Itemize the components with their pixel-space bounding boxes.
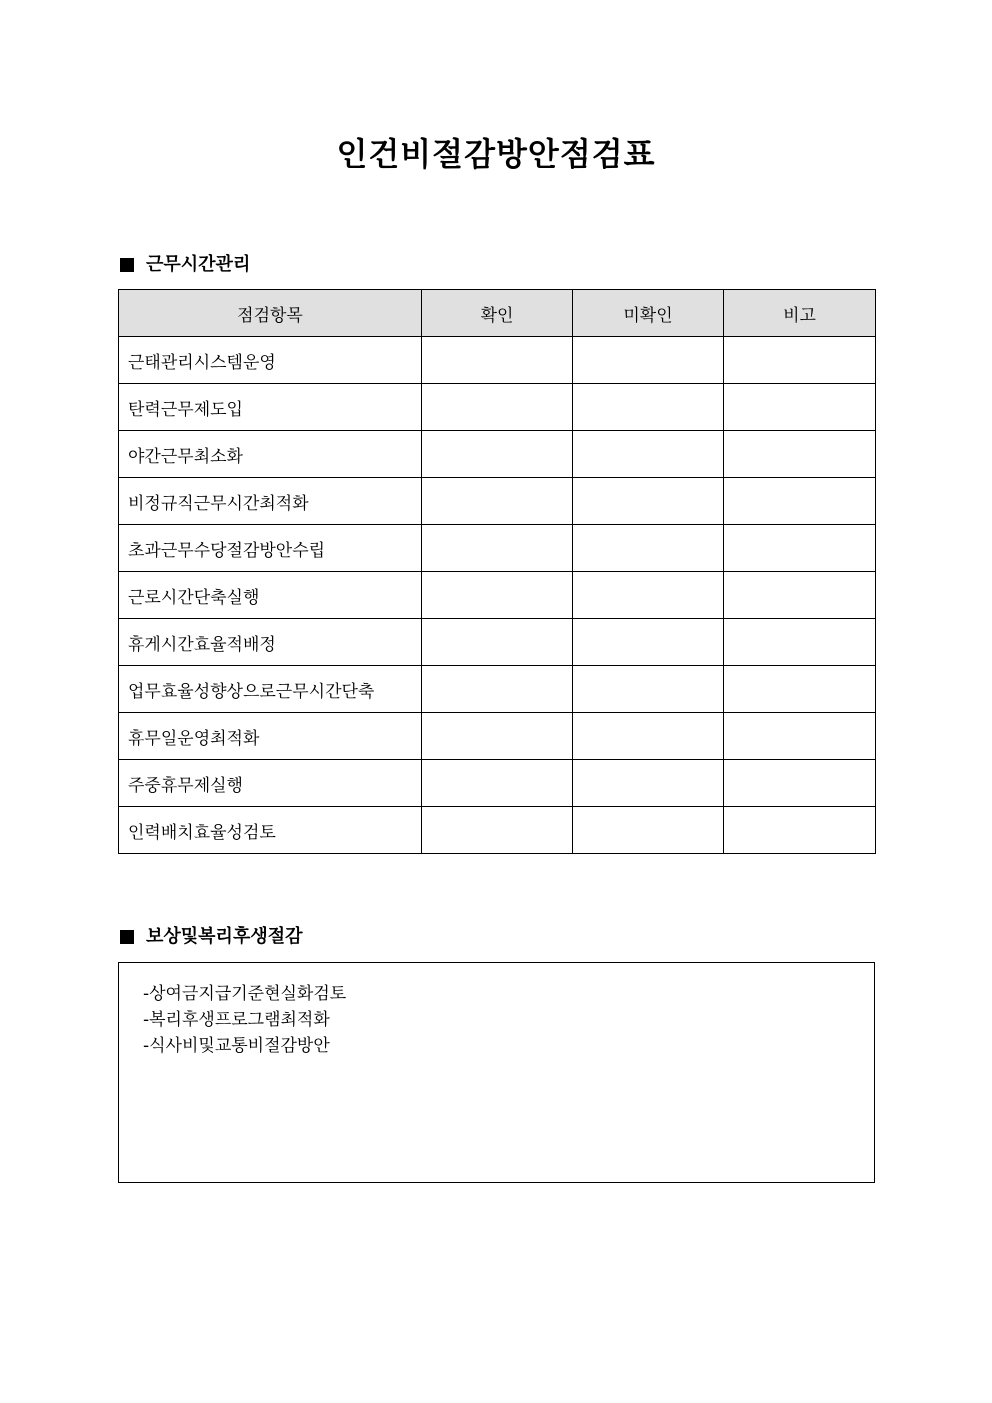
column-header-note: 비고: [724, 290, 876, 337]
note-cell[interactable]: [724, 384, 876, 431]
section-heading-benefits: [120, 925, 303, 949]
unconfirmed-cell[interactable]: [573, 807, 724, 854]
checklist-item-cell: 휴게시간효율적배정: [119, 619, 422, 666]
table-header-row: [119, 290, 876, 337]
table-row: [119, 619, 876, 666]
note-cell[interactable]: [724, 337, 876, 384]
confirmed-cell[interactable]: [422, 572, 573, 619]
note-cell[interactable]: [724, 572, 876, 619]
checklist-item-cell: 인력배치효율성검토: [119, 807, 422, 854]
confirmed-cell[interactable]: [422, 525, 573, 572]
column-header-unconfirmed: 미확인: [573, 290, 724, 337]
table-row: [119, 572, 876, 619]
unconfirmed-cell[interactable]: [573, 666, 724, 713]
document-title: 인건비절감방안점검표: [336, 135, 656, 173]
table-row: [119, 713, 876, 760]
table-row: [119, 431, 876, 478]
unconfirmed-cell[interactable]: [573, 337, 724, 384]
section-heading-label: 근무시간관리: [146, 254, 251, 275]
black-square-icon: [120, 930, 134, 944]
note-cell[interactable]: [724, 666, 876, 713]
table-row: [119, 384, 876, 431]
table-row: [119, 478, 876, 525]
confirmed-cell[interactable]: [422, 384, 573, 431]
confirmed-cell[interactable]: [422, 431, 573, 478]
confirmed-cell[interactable]: [422, 760, 573, 807]
checklist-item-cell: 근태관리시스템운영: [119, 337, 422, 384]
unconfirmed-cell[interactable]: [573, 713, 724, 760]
checklist-item-cell: 근로시간단축실행: [119, 572, 422, 619]
confirmed-cell[interactable]: [422, 713, 573, 760]
confirmed-cell[interactable]: [422, 807, 573, 854]
table-row: [119, 760, 876, 807]
notes-box: [118, 962, 875, 1183]
note-cell[interactable]: [724, 525, 876, 572]
table-row: [119, 337, 876, 384]
confirmed-cell[interactable]: [422, 337, 573, 384]
checklist-table: [118, 289, 876, 854]
checklist-item-cell: 주중휴무제실행: [119, 760, 422, 807]
table-row: [119, 525, 876, 572]
note-line: -식사비및교통비절감방안: [143, 1036, 330, 1056]
note-line: -복리후생프로그램최적화: [143, 1010, 330, 1030]
table-row: [119, 666, 876, 713]
note-cell[interactable]: [724, 760, 876, 807]
note-cell[interactable]: [724, 478, 876, 525]
checklist-item-cell: 휴무일운영최적화: [119, 713, 422, 760]
unconfirmed-cell[interactable]: [573, 431, 724, 478]
section-heading-label: 보상및복리후생절감: [146, 926, 303, 947]
column-header-confirmed: 확인: [422, 290, 573, 337]
column-header-item: 점검항목: [119, 290, 422, 337]
unconfirmed-cell[interactable]: [573, 525, 724, 572]
unconfirmed-cell[interactable]: [573, 384, 724, 431]
note-cell[interactable]: [724, 713, 876, 760]
checklist-item-cell: 비정규직근무시간최적화: [119, 478, 422, 525]
black-square-icon: [120, 258, 134, 272]
note-cell[interactable]: [724, 431, 876, 478]
checklist-item-cell: 탄력근무제도입: [119, 384, 422, 431]
note-line: -상여금지급기준현실화검토: [143, 984, 347, 1004]
confirmed-cell[interactable]: [422, 478, 573, 525]
confirmed-cell[interactable]: [422, 666, 573, 713]
unconfirmed-cell[interactable]: [573, 478, 724, 525]
checklist-item-cell: 야간근무최소화: [119, 431, 422, 478]
confirmed-cell[interactable]: [422, 619, 573, 666]
section-heading-work-hours: [120, 253, 250, 277]
checklist-item-cell: 업무효율성향상으로근무시간단축: [119, 666, 422, 713]
unconfirmed-cell[interactable]: [573, 619, 724, 666]
unconfirmed-cell[interactable]: [573, 760, 724, 807]
checklist-item-cell: 초과근무수당절감방안수립: [119, 525, 422, 572]
note-cell[interactable]: [724, 807, 876, 854]
unconfirmed-cell[interactable]: [573, 572, 724, 619]
note-cell[interactable]: [724, 619, 876, 666]
table-row: [119, 807, 876, 854]
